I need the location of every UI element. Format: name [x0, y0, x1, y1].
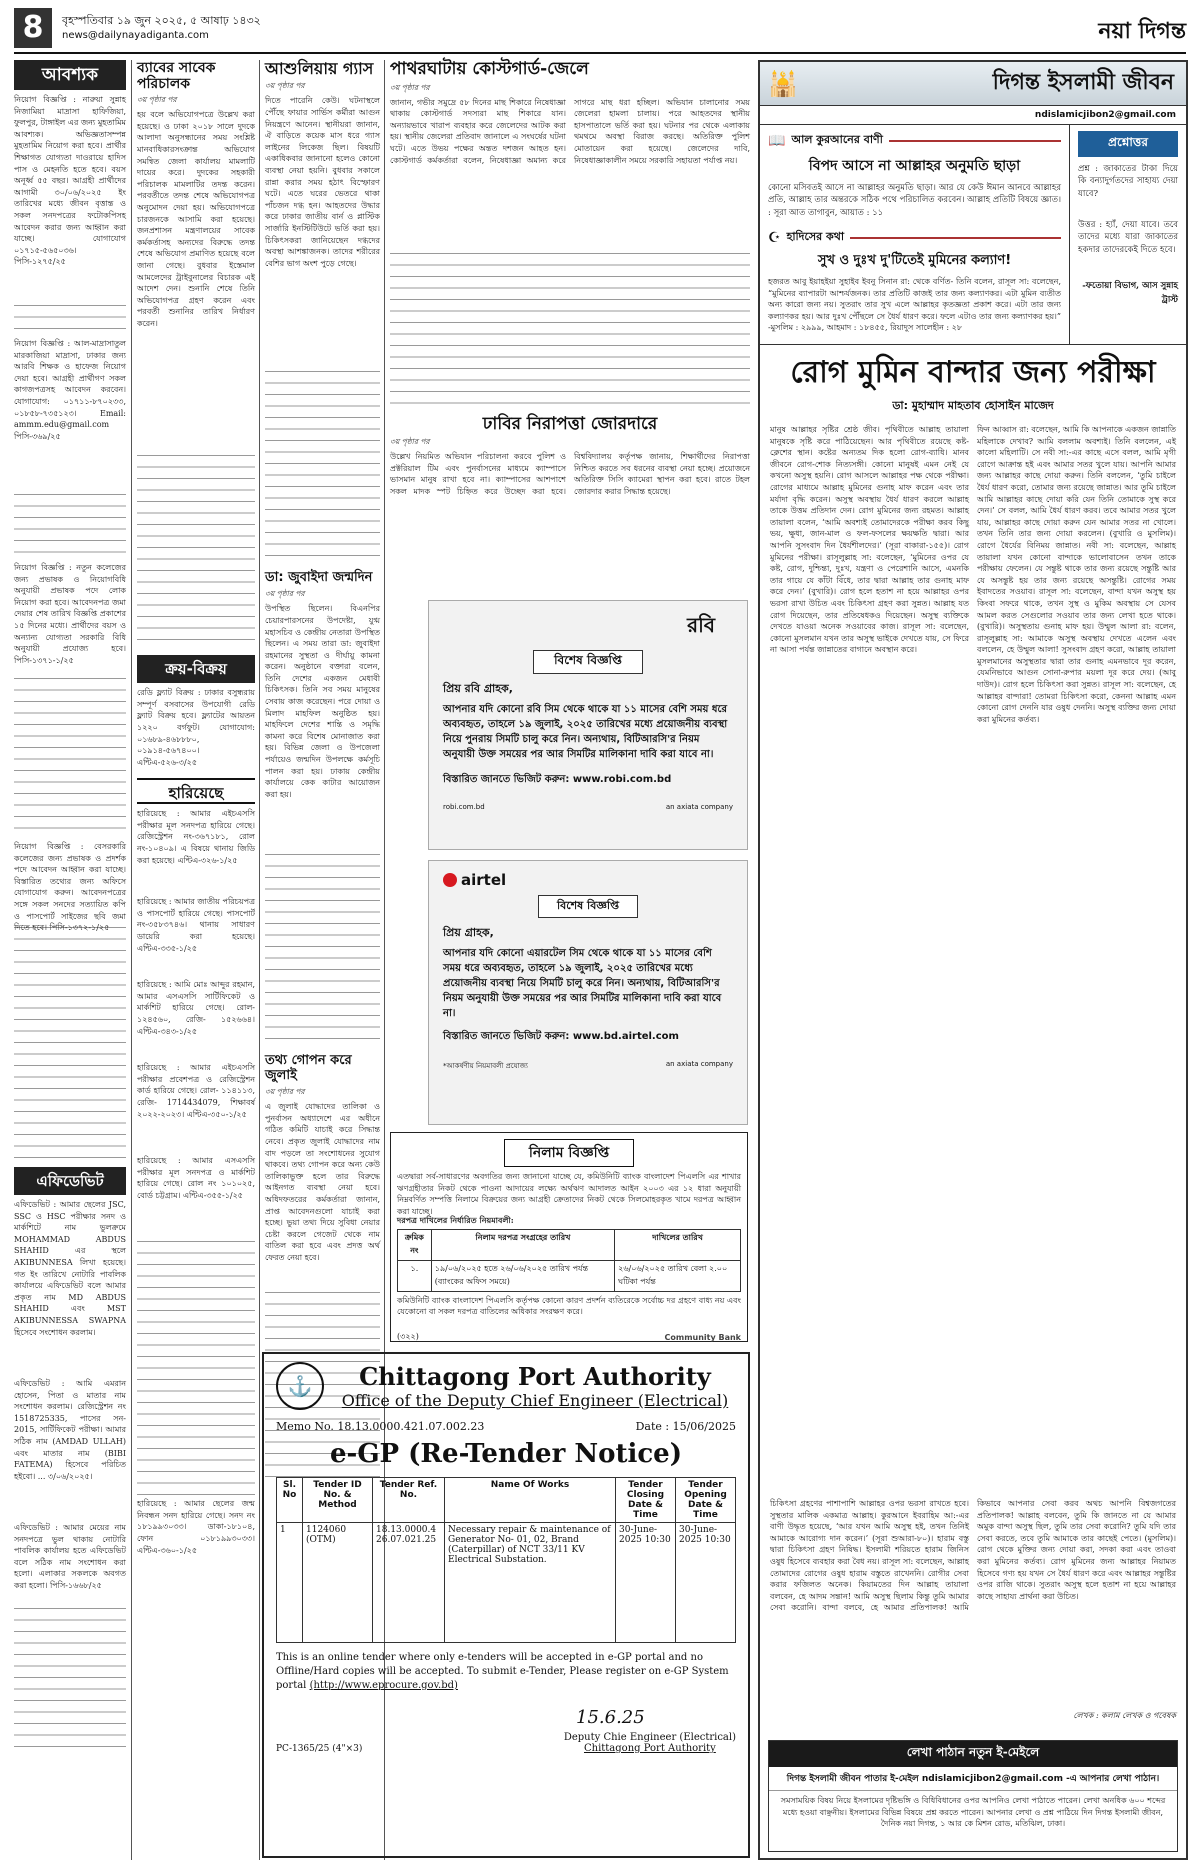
article-continued: ৩য় পৃষ্ঠার পর: [265, 589, 305, 599]
classified-ad: এফিডেভিট : আমার মেয়ের নাম সনদপত্রে ভুল থাকায় নোটারি পাবলিক কার্যালয় হতে এফিডেভিট বলে সঠিক নাম সংশোধন করা হলো। এলাকার সকলকে অবগত করা হলো। পিসি-১৬৬৮/২৫: [14, 1523, 126, 1590]
article-body: হয় বলে অভিযোগপত্রে উল্লেখ করা হয়েছে। ও ঢাকা ২০১৮ সালে দুদকে আলাদা অনুসন্ধানের সময় সংশ্লিষ্ট মানবাধিকারসংক্রান্ত অভিযোগ সমন্বিত জেলা কার্যালয় মামলাটি দায়ের করে। দুদকের সহকারী পরিচালক মামলাটির তদন্ত করেন। পরবর্তীতে তদন্ত শেষে অভিযোগপত্র অনুমোদন দেয়া হয়। অভিযোগপত্রে চারজনকে আসামি করা হয়েছে। জনপ্রশাসন মন্ত্রণালয়ের সাবেক কর্মকর্তাসহ অন্যদের বিরুদ্ধে তদন্ত শেষে অভিযোগ প্রমাণিত হয়েছে বলে জানা গেছে। বুধবার ইস্তেমাল আমলেদের ট্রাইবুনালের বিচারক এই আদেশ দেন। শুনানি শেষে তিনি অভিযোগপত্র গ্রহণ করেন এবং পরবর্তী শুনানির তারিখ নির্ধারণ করেন।: [137, 110, 255, 328]
classified-filler: [14, 672, 126, 837]
islamic-life-section: [758, 60, 1188, 1860]
auction-cell: ১৯/০৬/২০২৫ হতে ২৬/০৬/২০২৫ তারিখ পর্যন্ত (ব্যাংকের অফিস সময়ে): [431, 1260, 614, 1291]
cpa-cell: 1124060 (OTM): [303, 1523, 373, 1643]
airtel-notice-title: বিশেষ বিজ্ঞপ্তি: [538, 895, 638, 918]
airtel-notice-body: আপনার যদি কোনো এয়ারটেল সিম থেকে থাকে যা ১১ মাসের বেশি সময় ধরে অব্যবহৃত, তাহলে ১৯ জুলাই, ২০২৫ তারিখের মধ্যে প্রয়োজনীয় ব্যবস্থা নিয়ে সিমটি চালু করে নিন। অন্যথায়, বিটিআরসি'র নিয়ম অনুযায়ী উক্ত সময়ের পর আর সিমটির মালিকানা দাবি করা যাবে না।: [443, 948, 722, 1019]
lost-notice: হারিয়েছে : আমার এসএসসি পরীক্ষার মূল সনদপত্র ও মার্কশিট হারিয়ে গেছে। রোল নং ১০১০২৫, বোর্ড চট্টগ্রাম। এন্টিএ-৩৫৫-১/২৫: [137, 1156, 255, 1200]
cpa-seal-icon: ⚓: [276, 1362, 324, 1410]
quran-title-rule: [889, 140, 1061, 142]
feature-article-body: ফিন আব্বাস রা: বলেছেন, আমি কি আপনাকে একজন জান্নাতি মহিলাকে দেখাব? আমি বললাম অবশ্যই। তিনি বললেন, এই কালো মহিলাটি। সে নবী সা:-এর কাছে এসে বলল, আমি মৃগী রোগে আক্রান্ত হই এবং আমার সতর খুলে যায়। আপনি আমার জন্য আল্লাহর কাছে দোয়া করুন। তিনি বললেন, ‘তুমি চাইলে ধৈর্য ধারণ করো, তোমার জন্য রয়েছে জান্নাত। আর তুমি চাইলে আমি আল্লাহর কাছে দোয়া করি যেন তিনি তোমাকে সুস্থ করে দেন।’ সে বলল, আমি ধৈর্য ধারণ করব। তবে আমার সতর খুলে যায়, আল্লাহর কাছে দোয়া করুন যেন আমার সতর না খোলে। তখন তিনি তার জন্য দোয়া করলেন। (বুখারি ও মুসলিম)। রোগে ধৈর্যের বিনিময় জান্নাত। নবী সা: বলেছেন, আল্লাহ তায়ালা যখন কোনো বান্দাকে ভালোবাসেন তখন তাকে পরীক্ষায় ফেলেন। যে সন্তুষ্ট থাকে তার জন্য রয়েছে সন্তুষ্টি আর যে অসন্তুষ্ট হয় তার জন্য রয়েছে অসন্তুষ্টি। রোগের সময় ইবাদতের সওয়াব। রাসূল সা: বলেছেন, বান্দা যখন অসুস্থ হয় কিংবা সফরে থাকে, তখন সুস্থ ও মুকিম অবস্থায় সে যেসব আমল করত সেগুলোর সওয়াব তার জন্য লেখা হতে থাকে। (বুখারি)। অসুস্থতায় গুনাহ মাফ হয়। উম্মুল আলা রা: বলেন, রাসূলুল্লাহ সা: আমাকে অসুস্থ অবস্থায় দেখতে এলেন এবং বললেন, হে উম্মুল আলা! সুসংবাদ গ্রহণ করো, আল্লাহ তায়ালা মুসলমানের অসুস্থতার দ্বারা তার গুনাহ এমনভাবে দূর করেন, যেমনিভাবে আগুন সোনা-রুপার ময়লা দূর করে দেয়। (আবু দাউদ)। রোগ হলে চিকিৎসা করা সুন্নত। রাসূল সা: বলেছেন, হে আল্লাহর বান্দারা! তোমরা চিকিৎসা করো, কেননা আল্লাহ এমন কোনো রোগ দেননি যার ওষুধ দেননি। অসুস্থ ব্যক্তির জন্য দোয়া করা মুমিনের কর্তব্য।: [977, 425, 1176, 724]
news-column-4: [390, 60, 750, 590]
hadith-section-title: হাদিসের কথা: [786, 230, 845, 243]
page-number: 8: [14, 8, 52, 48]
feature-article-byline: লেখক : কলাম লেখক ও গবেষক: [1073, 1711, 1176, 1720]
hadith-text: হজরত আবু ইয়াহইয়া সুহাইব ইবনু সিনান রা: থেকে বর্ণিত- তিনি বলেন, রাসূল সা: বলেছেন, “মুমিনের ব্যাপারটা আশ্চর্যজনক। তার প্রতিটি কাজই তার জন্য কল্যাণকর। এটা মুমিন ব্যতীত অন্য কারো জন্য নয়। সুতরাং তার সুখ এলে আল্লাহর কৃতজ্ঞতা প্রকাশ করে। এটা তার জন্য কল্যাণকর হয়। আর দুঃখ পৌঁছলে সে ধৈর্য ধারণ করে। ফলে এটাও তার জন্য কল্যাণকর হয়।” -মুসলিম : ২৯৯৯, আহমাদ : ১৮৪৫৫, রিয়াদুস সালেহীন : ২৮: [768, 277, 1061, 333]
cpa-pc-code: PC-1365/25 (4"×3): [276, 1744, 363, 1754]
cpa-eprocure-link[interactable]: (http://www.eprocure.gov.bd): [309, 1680, 458, 1691]
write-to-us-box: [768, 1740, 1178, 1852]
article-headline[interactable]: ঢাবির নিরাপত্তা জোরদারে: [482, 413, 658, 434]
article-continued: ৩য় পৃষ্ঠার পর: [265, 1087, 305, 1097]
islamic-banner: [760, 62, 1186, 106]
article-continued: ৩য় পৃষ্ঠার পর: [390, 82, 430, 92]
classified-ad: রেডি ফ্ল্যাট বিক্রয় : ঢাকার বসুন্ধরায় সম্পূর্ণ বসবাসের উপযোগী রেডি ফ্ল্যাট বিক্রয় হবে। ফ্ল্যাটের আয়তন ১২২০ বর্গফুট। যোগাযোগ: ০১৬৮৯-৪৬৮৮৮০, ০১৯১৪-৫৬৭৪০০। এন্টিএ-৫২৬-৩/২৫: [137, 688, 255, 767]
classified-filler: [14, 921, 126, 1161]
robi-greeting: প্রিয় রবি গ্রাহক,: [443, 682, 513, 695]
feature-article-body: মানুষ আল্লাহর সৃষ্টির শ্রেষ্ঠ জীব। পৃথিবীতে আল্লাহ তায়ালা মানুষকে সৃষ্টি করে পাঠিয়েছেন। আর পৃথিবীতে রয়েছে কষ্ট-ক্লেশের স্থান। কষ্টের অন্যতম দিক হলো রোগ-ব্যাধি। মানব জীবনে রোগ-শোক নিত্যসঙ্গী। কোনো মানুষই এমন নেই যে কখনো অসুস্থ হয়নি। রোগ আসলে আল্লাহর পক্ষ থেকে পরীক্ষা। রোগের মাধ্যমে আল্লাহ মুমিনের গুনাহ মাফ করেন এবং তার মর্যাদা বৃদ্ধি করেন। অসুস্থ অবস্থায় ধৈর্য ধারণ করলে আল্লাহ তাকে উত্তম প্রতিদান দেন। রোগ মুমিনের জন্য রহমত। আল্লাহ তায়ালা বলেন, ‘আমি অবশ্যই তোমাদেরকে পরীক্ষা করব কিছু ভয়, ক্ষুধা, জান-মাল ও ফল-ফসলের ক্ষয়ক্ষতি দ্বারা। আর আপনি সুসংবাদ দিন ধৈর্যশীলদের।’ (সূরা বাকারা-১৫৫)। রোগ মুমিনের পরীক্ষা। রাসূলুল্লাহ সা: বলেছেন, ‘মুমিনের ওপর যে কষ্ট, রোগ, দুশ্চিন্তা, দুঃখ, যন্ত্রণা ও পেরেশানি আসে, এমনকি তার গায়ে যে কাঁটা বিঁধে, তার দ্বারা আল্লাহ তার গুনাহ মাফ করে দেন।’ (বুখারি)। রোগ হলে হতাশ না হয়ে আল্লাহর ওপর ভরসা রাখা উচিত এবং চিকিৎসা গ্রহণ করা সুন্নত। আল্লাহ যত রোগ দিয়েছেন, তার প্রতিষেধকও দিয়েছেন। অসুস্থ ব্যক্তিকে দেখতে যাওয়া অনেক সওয়াবের কাজ। রাসূল সা: বলেছেন, কোনো মুসলমান যখন তার অসুস্থ ভাইকে দেখতে যায়, সে ফিরে না আসা পর্যন্ত জান্নাতের বাগানে অবস্থান করে।: [770, 425, 969, 655]
classified-ad: নিয়োগ বিজ্ঞপ্তি : বেসরকারি কলেজের জন্য প্রভাষক ও প্রদর্শক পদে আবেদন আহ্বান করা যাচ্ছে। বিস্তারিত তথ্যের জন্য অফিসে যোগাযোগ করুন। আবেদনপত্রের সঙ্গে সকল সনদের সত্যায়িত কপি ও পাসপোর্ট সাইজের ছবি জমা দিতে হবে। পিসি-১৩৭২-১/২৫: [14, 842, 126, 933]
auction-code: (৩২২): [397, 1331, 419, 1341]
robi-footer-url: robi.com.bd: [443, 803, 485, 811]
robi-footer-axiata: an axiata company: [665, 803, 733, 811]
robi-notice-title: বিশেষ বিজ্ঞপ্তি: [533, 650, 643, 674]
cpa-col-opening: Tender Opening Date & Time: [676, 1478, 736, 1523]
cpa-cell: Necessary repair & maintenance of Generator No- 01, 02, Brand (Caterpillar) of NCT 33/11 KV Electrical Substation.: [445, 1523, 616, 1643]
lost-notice: হারিয়েছে : আমি মোঃ আব্দুর রহমান, আমার এসএসসি সার্টিফিকেট ও মার্কশিট হারিয়ে গেছে। রোল- ১২৪৫৬০, রেজি- ১৫২৬৬৪। এন্টিএ-৩৪৩-১/২৫: [137, 980, 255, 1036]
auction-notice: [390, 1132, 748, 1342]
feature-article-title[interactable]: রোগ মুমিন বান্দার জন্য পরীক্ষা: [790, 355, 1156, 390]
auction-outro: কমিউনিটি ব্যাংক বাংলাদেশ পিএলসি কর্তৃপক্ষ কোনো কারণ প্রদর্শন ব্যতিরেকে সর্বোচ্চ দর গ্রহণে বাধ্য নয় এবং যেকোনো বা সকল দরপত্র বাতিলের অধিকার সংরক্ষণ করে।: [397, 1295, 741, 1317]
robi-website[interactable]: বিস্তারিত জানতে ভিজিট করুন: www.robi.com.bd: [443, 774, 672, 785]
article-filler: [137, 449, 255, 649]
section-title-buy-sell: ক্রয়-বিক্রয়: [137, 655, 255, 683]
cpa-date: Date : 15/06/2025: [635, 1420, 736, 1433]
cpa-office-name: Office of the Deputy Chief Engineer (Electrical): [341, 1391, 729, 1410]
classified-ad: নিয়োগ বিজ্ঞপ্তি : নতুন কলেজের জন্য প্রভাষক ও নিয়োগবিধি অনুযায়ী প্রভাষক পদে লোক নিয়োগ করা হবে। আবেদনপত্র জমা দেয়ার শেষ তারিখ বিজ্ঞপ্তি প্রকাশের ১৫ দিনের মধ্যে। প্রার্থীদের বয়স ও অন্যান্য যোগ্যতা সরকারি বিধি অনুযায়ী প্রযোজ্য হবে। পিসি-১৩৭১-১/২৫: [14, 563, 126, 665]
mosque-icon: 🕌: [768, 69, 798, 98]
column-divider: [259, 60, 260, 1860]
article-headline[interactable]: ডা: জুবাইদা জন্মদিন: [265, 570, 373, 586]
cpa-tender-title: e-GP (Re-Tender Notice): [329, 1439, 683, 1469]
header-email[interactable]: news@dailynayadiganta.com: [62, 30, 209, 41]
article-continued: ৩য় পৃষ্ঠার পর: [137, 95, 177, 105]
article-body: দিতে পারেনি কেউ। ঘটনাস্থলে পৌঁছে ফায়ার সার্ভিস কর্মীরা আগুন নিয়ন্ত্রণে আনেন। স্থানীয়রা জানান, ঐ বাড়িতে কয়েক মাস ধরে গ্যাস লাইনের লিকেজ ছিল। বিষয়টি একাধিকবার জানানো হলেও কোনো ব্যবস্থা নেয়া হয়নি। বুধবার সকালে রান্না করার সময় হঠাৎ বিস্ফোরণ ঘটে। এতে ঘরের ভেতরে থাকা পাঁচজন দগ্ধ হন। আহতদের উদ্ধার করে ঢাকার জাতীয় বার্ন ও প্লাস্টিক সার্জারি ইনস্টিটিউটে ভর্তি করা হয়। চিকিৎসকরা জানিয়েছেন দগ্ধদের অবস্থা আশঙ্কাজনক। তাদের শরীরের বেশির ভাগ অংশ পুড়ে গেছে।: [265, 96, 380, 268]
cpa-col-works: Name Of Works: [445, 1478, 616, 1523]
article-body: জানান, গভীর সমুদ্রে ৫৮ দিনের মাছ শিকারে নিষেধাজ্ঞা থাকায় কোস্টগার্ড সদস্যরা মাছ শিকারে যান। অন্যায়ভাবে খারাপ ব্যবহার করে জেলেদের আটক করা হয়। স্থানীয় জেলেরা প্রতিবাদ জানালে এ সংঘর্ষের ঘটনা ঘটে। এতে উভয় পক্ষের অন্তত দশজন আহত হন। কোস্টগার্ড কর্মকর্তারা বলেন, নিষেধাজ্ঞা অমান্য করে সাগরে মাছ ধরা হচ্ছিল। অভিযান চালানোর সময় জেলেরা হামলা চালায়। পরে আহতদের স্থানীয় হাসপাতালে ভর্তি করা হয়। ঘটনার পর থেকে এলাকায় থমথমে অবস্থা বিরাজ করছে। অতিরিক্ত পুলিশ মোতায়েন করা হয়েছে। জেলেদের দাবি, নিষেধাজ্ঞাকালীন সময়ে সরকারি সহায়তা পর্যাপ্ত নয়।: [390, 97, 750, 165]
article-body: উল্লেখ নিয়মিত অভিযান পরিচালনা করবে পুলিশ ও প্রক্টরিয়াল টিম এবং পুনর্বাসনের মাধ্যমে ক্যাম্পাসে ভাসমান মানুষ রাখা হবে না। ক্যাম্পাসের আশপাশে সকল মাদক স্পট চিহ্নিত করে উচ্ছেদ করা হবে। বিশ্ববিদ্যালয় কর্তৃপক্ষ জানায়, শিক্ষার্থীদের নিরাপত্তা নিশ্চিত করতে সব ধরনের ব্যবস্থা নেয়া হচ্ছে। প্রয়োজনে অতিরিক্ত সিসি ক্যামেরা স্থাপন করা হবে। রাতে টহল জোরদার করার সিদ্ধান্ত হয়েছে।: [390, 452, 750, 496]
quran-heading: বিপদ আসে না আল্লাহর অনুমতি ছাড়া: [808, 158, 1021, 174]
lost-filler: [137, 1235, 255, 1495]
qa-title: প্রশ্নোত্তর: [1078, 131, 1178, 157]
airtel-website[interactable]: বিস্তারিত জানতে ভিজিট করুন: www.bd.airtel.com: [443, 1031, 679, 1042]
header-rule: [14, 52, 1186, 54]
article-filler: [390, 247, 750, 407]
cpa-tender-table: [276, 1477, 736, 1643]
classified-ad: এফিডেভিট : আমার ছেলের JSC, SSC ও HSC পরীক্ষার সনদ ও মার্কশিটে নাম ভুলক্রমে MOHAMMAD ABDUS SHAHID এর স্থলে AKIBUNNESA লিখা হয়েছে। গত ইং তারিখে নোটারি পাবলিক কার্যালয়ে এফিডেভিট বলে আমার প্রকৃত নাম MD ABDUS SHAHID এবং MST AKIBUNNESSA SWAPNA হিসেবে সংশোধন করলাম।: [14, 1200, 126, 1337]
robi-notice-body: আপনার যদি কোনো রবি সিম থেকে থাকে যা ১১ মাসের বেশি সময় ধরে অব্যবহৃত, তাহলে ১৯ জুলাই, ২০২৫ তারিখের মধ্যে প্রয়োজনীয় ব্যবস্থা নিয়ে পুনরায় সিমটি চালু করে নিন। অন্যথায়, বিটিআরসি'র নিয়ম অনুযায়ী উক্ত সময়ের পর আর সিমটির মালিকানা দাবি করা যাবে না।: [443, 704, 728, 760]
cpa-col-tender-id: Tender ID No. & Method: [303, 1478, 373, 1523]
cpa-cell: 1: [277, 1523, 303, 1643]
auction-col-submit: দাখিলের তারিখ: [615, 1229, 741, 1260]
cpa-tender-notice: [262, 1352, 750, 1858]
robi-logo: রবি: [687, 613, 715, 637]
cpa-cell: 18.13.0000.4 26.07.021.25: [373, 1523, 445, 1643]
hadith-heading: সুখ ও দুঃখ দু'টিতেই মুমিনের কল্যাণ!: [817, 253, 1012, 268]
lost-notice: হারিয়েছে : আমার এইচএসসি পরীক্ষার মূল সনদপত্র হারিয়ে গেছে। রেজিস্ট্রেশন নং-৩৬৭১৮১, রোল নং-১০৪০৯। এ বিষয়ে থানায় জিডি করা হয়েছে। এন্টিএ-৩২৬-১/২৫: [137, 809, 255, 865]
classified-column-1: [14, 60, 126, 1860]
article-filler: [265, 848, 380, 1048]
auction-col-serial: ক্রমিক নং: [398, 1229, 432, 1260]
cpa-cell: 30-June-2025 10:30: [616, 1523, 676, 1643]
auction-title: নিলাম বিজ্ঞপ্তি: [504, 1139, 634, 1167]
section-title-affidavit: এফিডেভিট: [14, 1167, 126, 1195]
hadith-moon-icon: ☪: [768, 229, 781, 246]
qa-answer: উত্তর : হ্যাঁ, দেয়া যাবে। তবে তাদের মধ্যে যারা জাকাতের হকদার তাদেরকেই দিতে হবে।: [1078, 220, 1178, 255]
cpa-sign-title: Deputy Chie Engineer (Electrical): [563, 1732, 736, 1743]
feature-article-body: চিকিৎসা গ্রহণের পাশাপাশি আল্লাহর ওপর ভরসা রাখতে হবে। সুস্থতার মালিক একমাত্র আল্লাহ। কুরআনে ইবরাহিম আ:-এর বাণী উদ্ধৃত হয়েছে, ‘আর যখন আমি অসুস্থ হই, তখন তিনিই আমাকে আরোগ্য দান করেন।’ (সূরা শুআরা-৮০)। হারাম বস্তু দ্বারা চিকিৎসা গ্রহণ নিষিদ্ধ। ইসলামী শরিয়তে হারাম জিনিস ওষুধ হিসেবে ব্যবহার করা বৈধ নয়। রাসূল সা: বলেছেন, আল্লাহ তোমাদের রোগের ওষুধ হারাম বস্তুতে রাখেননি। রোগীর সেবা করার ফজিলত অনেক। কিয়ামতের দিন আল্লাহ তায়ালা বলবেন, হে আদম সন্তান! আমি অসুস্থ ছিলাম কিন্তু তুমি আমার সেবা করোনি। বান্দা বলবে, হে আমার প্রতিপালক! আমি কিভাবে আপনার সেবা করব অথচ আপনি বিশ্বজগতের প্রতিপালক! আল্লাহ বলবেন, তুমি কি জানতে না যে আমার অমুক বান্দা অসুস্থ ছিল, তুমি তার সেবা করোনি? তুমি যদি তার সেবা করতে, তবে তুমি আমাকে তার কাছেই পেতে। (মুসলিম)। রোগ থেকে মুক্তির জন্য দোয়া করা, সদকা করা এবং তাওবা করা মুমিনের কর্তব্য। রোগ মুমিনের জন্য আল্লাহর নিয়ামত হিসেবে গণ্য হয় যখন সে ধৈর্য ধারণ করে এবং আল্লাহর সন্তুষ্টির ওপর রাজি থাকে। সুতরাং অসুস্থ হলে হতাশ না হয়ে আল্লাহর কাছে সাহায্য প্রার্থনা করা উচিত।: [770, 1499, 1176, 1613]
cpa-signature: 15.6.25: [576, 1707, 645, 1728]
article-continued: ৩য় পৃষ্ঠার পর: [265, 81, 305, 91]
article-continued: ৩য় পৃষ্ঠার পর: [390, 437, 430, 447]
airtel-ad[interactable]: [428, 860, 748, 1125]
feature-article-author: ডা: মুহাম্মাদ মাহতাব হোসাইন মাজেদ: [892, 399, 1054, 412]
airtel-footer-terms: *আকর্ষণীয় নিয়মাবলী প্রযোজ্য: [443, 1062, 528, 1070]
auction-intro: এতদ্বারা সর্ব-সাধারণের অবগতির জন্য জানানো যাচ্ছে যে, কমিউনিটি ব্যাংক বাংলাদেশ পিএলসি এর শাখার ঋণগ্রহীতার নিকট থেকে পাওনা আদায়ের লক্ষ্যে অর্থঋণ আদালত আইন ২০০৩ এর ১২ ধারা অনুযায়ী নিম্নবর্ণিত সম্পত্তি নিলামে বিক্রয়ের জন্য আগ্রহী ক্রেতাদের নিকট থেকে সিলমোহরকৃত খামে দরপত্র আহ্বান করা যাচ্ছে।: [397, 1172, 741, 1216]
islamic-email[interactable]: ndislamicjibon2@gmail.com: [760, 106, 1186, 125]
section-title-abosshok: আবশ্যক: [14, 60, 126, 90]
quran-section-title: আল কুরআনের বাণী: [791, 133, 883, 146]
airtel-footer-axiata: an axiata company: [665, 1060, 733, 1068]
column-divider: [131, 60, 132, 1860]
auction-cell: ১.: [398, 1260, 432, 1291]
classified-filler: [14, 299, 126, 334]
cpa-cell: 30-June-2025 10:30: [676, 1523, 736, 1643]
article-filler: [265, 365, 380, 565]
news-column-2: [137, 60, 255, 1860]
classified-filler: [14, 488, 126, 558]
lost-notice: হারিয়েছে : আমার ছেলের জন্ম নিবন্ধন সনদ হারিয়ে গেছে। সনদ নং ১৮১৯৯৩০৩৩। ডাকা-১৮১০৪, ফোন ০১৮১৯৯৩০৩৩। এন্টিএ-৩৬০-১/২৫: [137, 1499, 255, 1555]
write-to-us-email[interactable]: দিগন্ত ইসলামী জীবন পাতার ই-মেইল ndislamicjibon2@gmail.com -এ আপনার লেখা পাঠান।: [769, 1767, 1177, 1791]
article-headline[interactable]: ব্যাবের সাবেক পরিচালক: [137, 60, 216, 93]
airtel-logo: airtel: [443, 871, 733, 889]
cpa-sign-org: Chittagong Port Authority: [583, 1743, 716, 1754]
airtel-greeting: প্রিয় গ্রাহক,: [443, 926, 494, 939]
quran-hadith-box: [760, 125, 1070, 344]
lost-notice: হারিয়েছে : আমার জাতীয় পরিচয়পত্র ও পাসপোর্ট হারিয়ে গেছে। পাসপোর্ট নং-৩৫৮৩৭৪৬। থানায় সাধারণ ডায়েরি করা হয়েছে। এন্টিএ-৩৩৫-১/২৫: [137, 897, 255, 953]
cpa-col-sl: Sl. No: [277, 1478, 303, 1523]
header-date: বৃহস্পতিবার ১৯ জুন ২০২৫, ৫ আষাঢ় ১৪৩২: [62, 14, 261, 27]
lost-notice: হারিয়েছে : আমার এইচএসসি পরীক্ষার প্রবেশপত্র ও রেজিস্ট্রেশন কার্ড হারিয়ে গেছে। রোল- ১১৪১১৩, রেজি- 1714434079, শিক্ষাবর্ষ ২০২২-২০২৩। এন্টিএ-৩৫০-১/২৫: [137, 1063, 255, 1119]
auction-table-caption: দরপত্র দাখিলের নির্ধারিত নিয়মাবলী:: [397, 1215, 514, 1225]
auction-cell: ২৬/০৬/২০২৫ তারিখ বেলা ২.০০ ঘটিকা পর্যন্ত: [615, 1260, 741, 1291]
qa-question: প্রশ্ন : জাকাতের টাকা দিয়ে কি বন্যাদুর্গতদের সাহায্য দেয়া যাবে?: [1078, 164, 1178, 199]
article-body: উপস্থিত ছিলেন। বিএনপির চেয়ারপারসনের উপদেষ্টা, যুগ্ম মহাসচিব ও কেন্দ্রীয় নেতারা উপস্থিত ছিলেন। এ সময় তারা ডা: জুবাইদা রহমানের সুস্থতা ও দীর্ঘায়ু কামনা করেন। অনুষ্ঠানে বক্তারা বলেন, তিনি দেশের একজন মেধাবী চিকিৎসক। তিনি সব সময় মানুষের সেবায় কাজ করেছেন। পরে দোয়া ও মিলাদ মাহফিল অনুষ্ঠিত হয়। মাহফিলে দেশের শান্তি ও সমৃদ্ধি কামনা করে বিশেষ মোনাজাত করা হয়। বিভিন্ন জেলা ও উপজেলা পর্যায়েও জন্মদিন উপলক্ষে কর্মসূচি পালন করা হয়। ঢাকায় কেন্দ্রীয় কার্যালয়ে কেক কাটার আয়োজন করা হয়।: [265, 604, 380, 799]
masthead-logo: নয়া দিগন্ত: [1098, 19, 1186, 44]
article-headline[interactable]: আশুলিয়ায় গ্যাস: [265, 59, 374, 78]
article-body: এ জুলাই যোদ্ধাদের তালিকা ও পুনর্বাসন অধ্যাদেশে এর অধীনে গঠিত কমিটি যাচাই করে সিদ্ধান্ত নেবে। প্রকৃত জুলাই যোদ্ধাদের নাম বাদ পড়লে তা সংশোধনের সুযোগ থাকবে। তথ্য গোপন করে অন্য কেউ তালিকাভুক্ত হলে তার বিরুদ্ধে আইনগত ব্যবস্থা নেয়া হবে। অধিদফতরের কর্মকর্তারা জানান, প্রাপ্ত আবেদনগুলো যাচাই করা হচ্ছে। ভুয়া তথ্য দিয়ে সুবিধা নেয়ার চেষ্টা করলে গেজেট থেকে নাম বাতিল করা হবে এবং প্রদত্ত অর্থ ফেরত নেয়া হবে।: [265, 1102, 380, 1262]
islamic-banner-title: দিগন্ত ইসলামী জীবন: [992, 70, 1174, 95]
airtel-swirl-icon: [443, 873, 457, 887]
cpa-col-closing: Tender Closing Date & Time: [616, 1478, 676, 1523]
qa-source: -ফতোয়া বিভাগ, আস সুন্নাহ ট্রাস্ট: [1082, 281, 1178, 305]
classified-ad: নিয়োগ বিজ্ঞপ্তি : নারুয়া সুন্নাহ নিজামিয়া মাদ্রাসা হাফিজিয়া, ফুলপুর, টাঙ্গাইল এর জন্য মুহতামিম আবশ্যক। অভিজ্ঞতাসম্পন্ন মুহতামিম নিয়োগ করা হবে। প্রার্থীর শিক্ষাগত যোগ্যতা দাওরায়ে হাদিস পাস ও মেহনতি হতে হবে। বয়স অনূর্ধ্ব ৫৫ বছর। আগ্রহী প্রার্থীদের আগামী ৩০/০৬/২০২৫ ইং তারিখের মধ্যে জীবন বৃত্তান্ত ও সকল সনদপত্রের ফটোকপিসহ আবেদন করার জন্য আহ্বান করা যাচ্ছে। যোগাযোগ ০১৭১৫-৫৬৫০৩৬। পিসি-১২৭৫/২৫: [14, 95, 126, 267]
cpa-org-name: Chittagong Port Authority: [359, 1362, 711, 1391]
hadith-title-rule: [850, 237, 1061, 239]
classified-filler: [14, 1602, 126, 1752]
cpa-col-ref: Tender Ref. No.: [373, 1478, 445, 1523]
auction-table: [397, 1229, 741, 1292]
classified-ad: এফিডেভিট : আমি এমরান হোসেন, পিতা ও মাতার নাম সংশোধন করলাম। রেজিস্ট্রেশন নং 1518725335, পাসের সন- 2015, সার্টিফিকেট পরীক্ষা। আমার সঠিক নাম (AMDAD ULLAH) এবং মাতার নাম (BIBI FATEMA) হিসেবে পরিচিত হইবো। ... ৩/০৬/২০২৫।: [14, 1379, 126, 1481]
quran-verse: কোনো মসিবতই আসে না আল্লাহর অনুমতি ছাড়া। আর যে কেউ ঈমান আনবে আল্লাহর প্রতি, আল্লাহ তার অন্তরকে সঠিক পথে পরিচালিত করবেন। আল্লাহ প্রতিটি বিষয়ে জ্ঞাত। : সূরা আত তাগাবুন, আয়াত : ১১: [768, 183, 1061, 218]
classified-ad: নিয়োগ বিজ্ঞপ্তি : আল-মাদ্রাসাতুল মারকাজিয়া মাদ্রাসা, ঢাকার জন্য আরবি শিক্ষক ও হাফেজ নিয়োগ দেয়া হবে। আগ্রহী প্রার্থীগণ সকল কাগজপত্রসহ আবেদন করবেন। যোগাযোগ: ০১৭১১-৮৭০২৩৩, ০১৮৫৮-৭৩৫১২৩। Email: ammm.edu@gmail.com পিসি-৩৬৯/২৫: [14, 339, 126, 441]
article-headline[interactable]: তথ্য গোপন করে জুলাই: [265, 1053, 352, 1084]
write-to-us-text: সমসাময়িক বিষয় নিয়ে ইসলামের দৃষ্টিভঙ্গি ও বিধিবিধানের ওপর আপনিও লেখা পাঠাতে পারেন। লেখা অনধিক ৬০০ শব্দের মধ্যে হওয়া বাঞ্ছনীয়। ইসলামের বিভিন্ন বিষয়ে প্রশ্ন করতে পারেন। আপনার লেখা ও প্রশ্ন পাঠিয়ে দিন দিগন্ত ইসলামী জীবন, দৈনিক নয়া দিগন্ত, ১ আর কে মিশন রোড, মতিঝিল, ঢাকা।: [780, 1796, 1166, 1829]
cpa-note: This is an online tender where only e-tenders will be accepted in e-GP portal and no Offline/Hard copies will be accepted. To submit e-Tender, Please register on e-GP System portal (http://www.eprocure.gov.bd): [276, 1652, 729, 1691]
auction-col-collect: নিলাম দরপত্র সংগ্রহের তারিখ: [431, 1229, 614, 1260]
write-to-us-title: লেখা পাঠান নতুন ই-মেইলে: [769, 1741, 1177, 1767]
section-title-lost: হারিয়েছে: [137, 778, 255, 804]
qa-box: [1070, 125, 1186, 344]
quran-book-icon: 📖: [768, 132, 786, 149]
robi-ad[interactable]: [428, 600, 748, 850]
cpa-memo: Memo No. 18.13.0000.421.07.002.23: [276, 1420, 485, 1433]
community-bank-logo: Community Bank: [664, 1332, 741, 1342]
article-headline[interactable]: পাথরঘাটায় কোস্টগার্ড-জেলে: [390, 59, 589, 79]
